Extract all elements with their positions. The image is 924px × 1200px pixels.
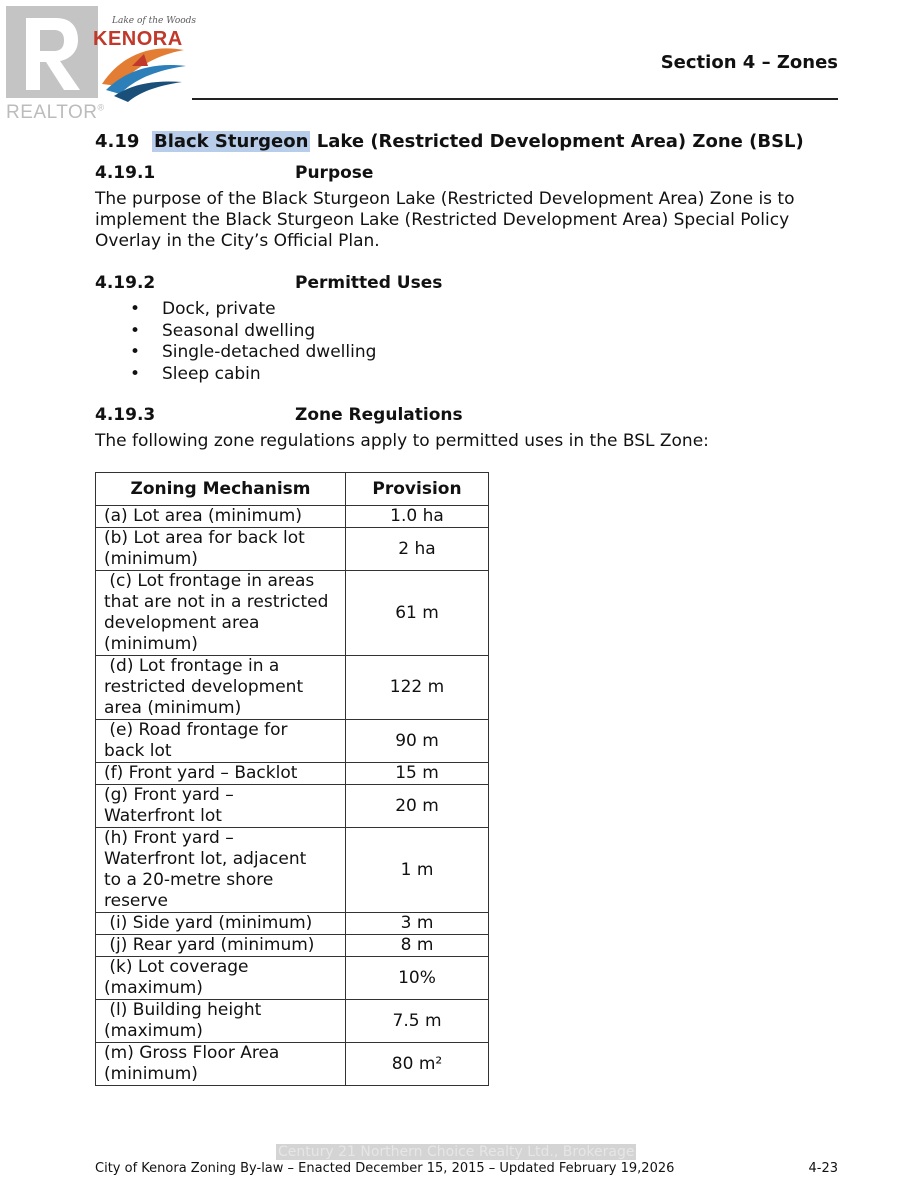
purpose-line: implement the Black Sturgeon Lake (Restricted Development Area) Special Policy xyxy=(95,210,790,230)
zoning-mechanism-cell xyxy=(96,528,346,571)
provision-cell: 1 m xyxy=(346,828,489,913)
table-header-mechanism: Zoning Mechanism xyxy=(96,473,346,506)
table-row xyxy=(96,720,489,763)
provision-cell: 15 m xyxy=(346,763,489,785)
zone-title-rest: Lake (Restricted Development Area) Zone (BSL) xyxy=(316,131,804,152)
zoning-mechanism-cell xyxy=(96,935,346,957)
purpose-title: Purpose xyxy=(295,163,374,183)
zoning-mechanism-line: (f) Front yard – Backlot xyxy=(104,763,298,783)
provision-cell: 8 m xyxy=(346,935,489,957)
zoning-mechanism-line: (j) Rear yard (minimum) xyxy=(104,935,315,955)
zoning-mechanism-line: reserve xyxy=(104,891,168,911)
table-row xyxy=(96,506,489,528)
zoning-mechanism-line: restricted development xyxy=(104,677,304,697)
zoning-mechanism-cell xyxy=(96,571,346,656)
brokerage-watermark: Century 21 Northern Choice Realty Ltd., Brokerage xyxy=(278,1144,635,1160)
kenora-tagline: Lake of the Woods xyxy=(112,16,197,26)
zoning-mechanism-cell xyxy=(96,913,346,935)
zoning-mechanism-line: (minimum) xyxy=(104,549,198,569)
zoning-mechanism-line: (l) Building height xyxy=(104,1000,262,1020)
list-item: • Seasonal dwelling xyxy=(130,320,316,341)
provision-cell: 80 m² xyxy=(346,1043,489,1086)
list-item: • Sleep cabin xyxy=(130,363,261,384)
zoning-mechanism-line: to a 20-metre shore xyxy=(104,870,274,890)
realtor-logo-icon xyxy=(6,6,98,98)
provision-cell: 61 m xyxy=(346,571,489,656)
zoning-mechanism-cell xyxy=(96,1043,346,1086)
zone-title-number: 4.19 xyxy=(95,131,140,152)
purpose-line: Overlay in the City’s Official Plan. xyxy=(95,231,380,251)
zoning-mechanism-cell xyxy=(96,720,346,763)
zoning-mechanism-line: (i) Side yard (minimum) xyxy=(104,913,313,933)
zoning-mechanism-line: development area xyxy=(104,613,260,633)
bullet-icon: • xyxy=(130,320,141,341)
table-row xyxy=(96,1043,489,1086)
zoning-mechanism-line: Waterfront lot xyxy=(104,806,222,826)
provision-cell: 122 m xyxy=(346,656,489,720)
table-row xyxy=(96,828,489,913)
permitted-uses-number: 4.19.2 xyxy=(95,273,156,293)
zoning-mechanism-line: (c) Lot frontage in areas xyxy=(104,571,315,591)
zoning-mechanism-line: Waterfront lot, adjacent xyxy=(104,849,307,869)
zoning-mechanism-line: (h) Front yard – xyxy=(104,828,234,848)
zoning-mechanism-line: (minimum) xyxy=(104,634,198,654)
table-row xyxy=(96,935,489,957)
provision-cell: 1.0 ha xyxy=(346,506,489,528)
zoning-mechanism-cell xyxy=(96,957,346,1000)
purpose-heading xyxy=(95,163,373,183)
provision-cell: 20 m xyxy=(346,785,489,828)
page-number: 4-23 xyxy=(808,1161,838,1176)
zone-title-highlight: Black Sturgeon xyxy=(153,131,309,152)
zone-regulations-table xyxy=(95,472,489,1086)
list-item: • Dock, private xyxy=(130,299,276,319)
zone-regulations-title: Zone Regulations xyxy=(295,405,463,425)
zone-title xyxy=(95,131,804,152)
zoning-mechanism-line: back lot xyxy=(104,741,172,761)
bullet-icon: • xyxy=(130,299,141,319)
purpose-line: The purpose of the Black Sturgeon Lake (Restricted Development Area) Zone is to xyxy=(95,189,795,209)
zoning-mechanism-line: (e) Road frontage for xyxy=(104,720,288,740)
zoning-mechanism-line: that are not in a restricted xyxy=(104,592,329,612)
zoning-mechanism-line: (k) Lot coverage xyxy=(104,957,249,977)
zone-regulations-heading xyxy=(95,405,463,425)
zone-regulations-number: 4.19.3 xyxy=(95,405,156,425)
zoning-mechanism-line: (b) Lot area for back lot xyxy=(104,528,305,548)
table-row xyxy=(96,913,489,935)
zoning-mechanism-line: (maximum) xyxy=(104,978,203,998)
table-header-row xyxy=(96,473,489,506)
zoning-mechanism-cell xyxy=(96,828,346,913)
zoning-mechanism-line: (maximum) xyxy=(104,1021,203,1041)
zone-regulations-intro: The following zone regulations apply to permitted uses in the BSL Zone: xyxy=(95,431,709,451)
table-row xyxy=(96,957,489,1000)
header-divider xyxy=(192,98,838,100)
zoning-mechanism-line: (g) Front yard – xyxy=(104,785,234,805)
zoning-mechanism-cell xyxy=(96,763,346,785)
purpose-paragraph xyxy=(95,189,835,252)
zoning-mechanism-line: (a) Lot area (minimum) xyxy=(104,506,302,526)
footer-text: City of Kenora Zoning By-law – Enacted December 15, 2015 – Updated February 19,2026 xyxy=(95,1161,675,1176)
table-row xyxy=(96,528,489,571)
bullet-icon: • xyxy=(130,342,141,362)
table-row xyxy=(96,785,489,828)
permitted-uses-title: Permitted Uses xyxy=(295,273,443,293)
bullet-icon: • xyxy=(130,363,141,384)
zoning-mechanism-cell xyxy=(96,785,346,828)
zoning-mechanism-cell xyxy=(96,1000,346,1043)
purpose-number: 4.19.1 xyxy=(95,163,156,183)
table-row xyxy=(96,763,489,785)
list-item: • Single-detached dwelling xyxy=(130,342,377,362)
zoning-mechanism-cell xyxy=(96,656,346,720)
section-header: Section 4 – Zones xyxy=(660,52,838,73)
provision-cell: 7.5 m xyxy=(346,1000,489,1043)
zoning-mechanism-line: (minimum) xyxy=(104,1064,198,1084)
provision-cell: 90 m xyxy=(346,720,489,763)
permitted-uses-list xyxy=(130,299,376,385)
provision-cell: 3 m xyxy=(346,913,489,935)
provision-cell: 10% xyxy=(346,957,489,1000)
zoning-mechanism-cell xyxy=(96,506,346,528)
zoning-mechanism-line: area (minimum) xyxy=(104,698,242,718)
zoning-mechanism-line: (m) Gross Floor Area xyxy=(104,1043,280,1063)
table-row xyxy=(96,1000,489,1043)
realtor-wordmark: REALTOR® xyxy=(6,102,105,123)
kenora-wordmark: KENORA xyxy=(93,28,183,50)
provision-cell: 2 ha xyxy=(346,528,489,571)
zoning-mechanism-line: (d) Lot frontage in a xyxy=(104,656,280,676)
table-row xyxy=(96,656,489,720)
table-header-provision: Provision xyxy=(346,473,489,506)
permitted-uses-heading xyxy=(95,273,442,293)
table-row xyxy=(96,571,489,656)
